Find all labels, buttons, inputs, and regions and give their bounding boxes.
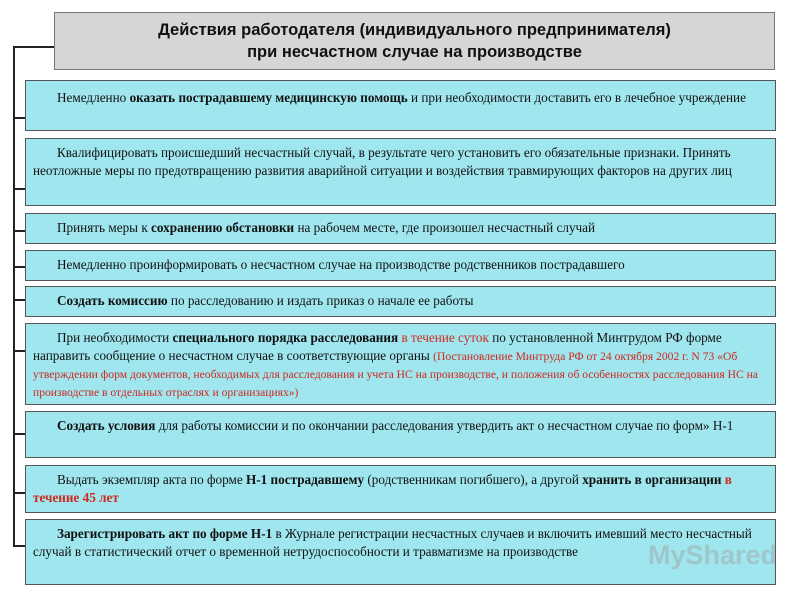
step-8-text: Выдать экземпляр акта по форме <box>57 472 246 487</box>
step-7-text: для работы комиссии и по окончании расследования утвердить акт о несчастном случае по форм» Н-1 <box>155 418 734 433</box>
step-6-regulation-reference: (Постановление Минтруда РФ от 24 октября 2002 г. N 73 «Об утверждении форм документов, необходимых для расследования и учета НС на производстве, и положения об особенностях расследования НС на производстве в отдельных отраслях и организациях») <box>33 350 758 399</box>
step-8-emphasis: Н-1 пострадавшему <box>245 472 365 487</box>
step-9-text: в Журнале регистрации несчастных случаев и включить имевший место несчастный случай в статистический отчет о временной нетрудоспособности и травматизме на производстве <box>33 526 752 559</box>
step-6-deadline: в течение суток <box>398 330 489 345</box>
step-5-emphasis: Создать комиссию <box>57 293 168 308</box>
step-2-text: Квалифицировать происшедший несчастный случай, в результате чего установить его обязательные признаки. Принять неотложные меры по предотвращению развития аварийной ситуации и воздействия травмирующих факторов на других лиц <box>33 145 732 178</box>
step-8-emphasis-2: хранить в организации <box>582 472 722 487</box>
step-1 <box>25 80 776 131</box>
connector-top <box>13 46 54 48</box>
step-6-text-end: по установленной Минтрудом РФ форме направить сообщение о несчастном случае в соответствующие органы <box>33 330 722 363</box>
step-4 <box>25 250 776 281</box>
step-3-text: Принять меры к <box>57 220 152 235</box>
step-7-emphasis: Создать условия <box>57 418 156 433</box>
title-line-2: при несчастном случае на производстве <box>247 43 582 61</box>
step-5-text: по расследованию и издать приказ о начале ее работы <box>167 293 474 308</box>
diagram-title <box>54 12 775 70</box>
step-6-text: При необходимости <box>57 330 173 345</box>
step-3-emphasis: сохранению обстановки <box>151 220 295 235</box>
step-8-text-mid: (родственникам погибшего), а другой <box>364 472 583 487</box>
connector-spine <box>13 46 15 546</box>
step-9-emphasis: Зарегистрировать акт по форме Н-1 <box>57 526 273 541</box>
step-6-emphasis: специального порядка расследования <box>172 330 399 345</box>
step-5 <box>25 286 776 317</box>
step-1-text-end: и при необходимости доставить его в лечебное учреждение <box>407 90 746 105</box>
step-3-text-end: на рабочем месте, где произошел несчастный случай <box>294 220 596 235</box>
title-line-1: Действия работодателя (индивидуального предпринимателя) <box>158 21 671 39</box>
step-4-text: Немедленно проинформировать о несчастном случае на производстве родственников пострадавшего <box>57 257 625 272</box>
watermark-logo: MyShared <box>648 540 778 570</box>
step-8-deadline: в течение 45 лет <box>33 472 732 505</box>
step-7 <box>25 411 776 458</box>
step-6 <box>25 323 776 405</box>
step-1-text: Немедленно <box>57 90 130 105</box>
step-2 <box>25 138 776 206</box>
step-8 <box>25 465 776 513</box>
step-3 <box>25 213 776 244</box>
step-1-emphasis: оказать пострадавшему медицинскую помощь <box>129 90 408 105</box>
